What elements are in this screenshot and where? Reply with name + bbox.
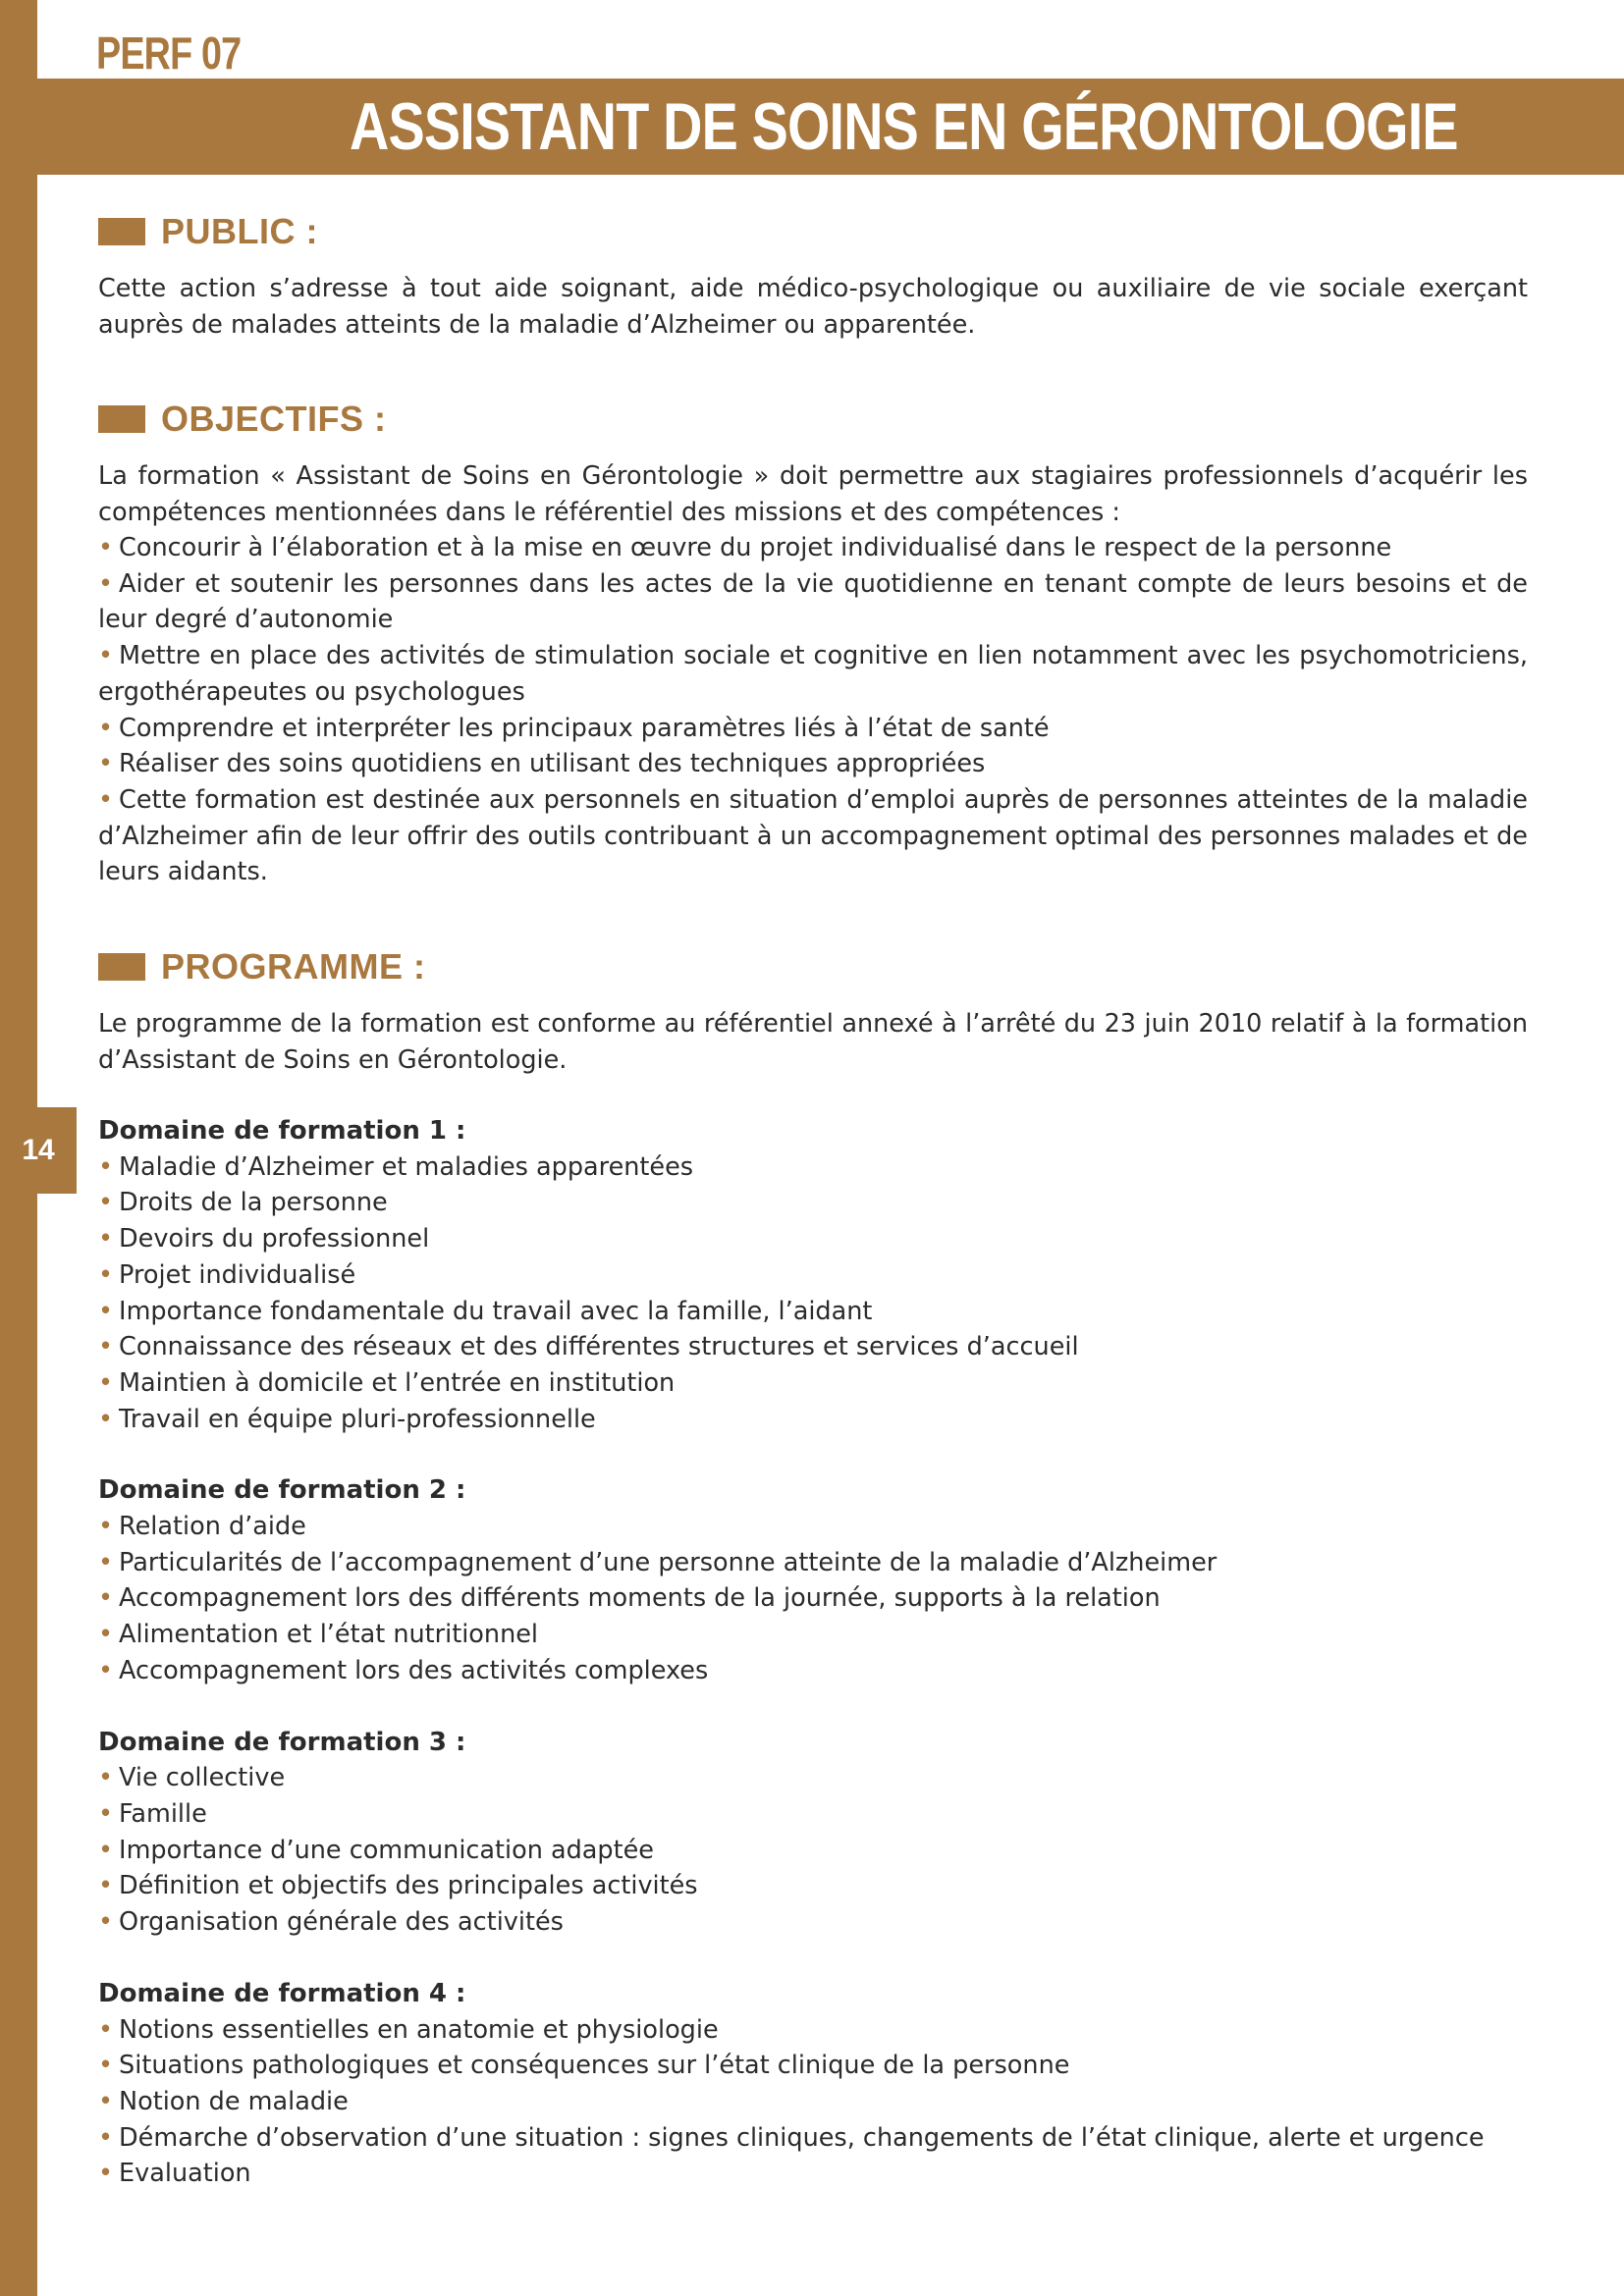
list-item: • Comprendre et interpréter les principaux paramètres liés à l’état de santé [98,713,1050,743]
programme-heading [98,939,1528,994]
domain-title: Domaine de formation 3 : [98,1727,466,1757]
list-item: • Situations pathologiques et conséquences sur l’état clinique de la personne [98,2051,1070,2081]
bullet-icon: • [98,2014,114,2045]
bullet-icon: • [98,1224,114,1255]
bullet-icon: • [98,568,114,599]
list-item: • Maladie d’Alzheimer et maladies apparentées [98,1151,694,1182]
bullet-icon: • [98,749,114,779]
bullet-icon: • [98,784,114,815]
programme-heading-label: PROGRAMME : [161,946,426,988]
list-item: • Importance fondamentale du travail avec la famille, l’aidant [98,1296,873,1326]
bullet-icon: • [98,1151,114,1182]
list-item: • Cette formation est destinée aux personnels en situation d’emploi auprès de personnes atteintes de la maladie d’Alzheimer afin de leur offrir des outils contribuant à un accompagnement optimal des personnes malades et de leurs aidants. [98,784,1528,887]
objectifs-section [98,392,1528,890]
bullet-icon: • [98,1547,114,1577]
heading-marker [98,953,145,981]
bullet-icon: • [98,1871,114,1901]
list-item: • Aider et soutenir les personnes dans les actes de la vie quotidienne en tenant compte de leurs besoins et de leur degré d’autonomie [98,568,1528,635]
domain-list [98,1760,1528,1941]
domain-1 [98,1113,1528,1437]
list-item: • Relation d’aide [98,1512,306,1542]
list-item: • Notions essentielles en anatomie et physiologie [98,2014,719,2045]
objectifs-heading-label: OBJECTIFS : [161,399,387,439]
domain-4 [98,1976,1528,2192]
domain-list [98,1149,1528,1438]
heading-marker [98,405,145,433]
list-item: • Connaissance des réseaux et des différentes structures et services d’accueil [98,1332,1079,1362]
bullet-icon: • [98,1259,114,1290]
programme-section [98,939,1528,2192]
bullet-icon: • [98,713,114,743]
course-code: PERF 07 [96,27,242,79]
bullet-icon: • [98,1332,114,1362]
content [98,204,1528,2241]
bullet-icon: • [98,1655,114,1685]
bullet-icon: • [98,1512,114,1542]
page-title: ASSISTANT DE SOINS EN GÉRONTOLOGIE [350,89,1458,164]
bullet-icon: • [98,1798,114,1829]
domain-3 [98,1725,1528,1941]
list-item: • Droits de la personne [98,1188,388,1218]
bullet-icon: • [98,1763,114,1793]
list-item: • Accompagnement lors des activités complexes [98,1655,709,1685]
public-heading-label: PUBLIC : [161,211,318,251]
list-item: • Particularités de l’accompagnement d’une personne atteinte de la maladie d’Alzheimer [98,1547,1218,1577]
bullet-icon: • [98,1188,114,1218]
list-item: • Devoirs du professionnel [98,1224,430,1255]
bullet-icon: • [98,2051,114,2081]
list-item: • Importance d’une communication adaptée [98,1835,654,1865]
bullet-icon: • [98,1620,114,1650]
list-item: • Réaliser des soins quotidiens en utilisant des techniques appropriées [98,749,986,779]
bullet-icon: • [98,533,114,562]
bullet-icon: • [98,1583,114,1614]
domain-title: Domaine de formation 1 : [98,1116,466,1147]
list-item: • Vie collective [98,1763,286,1793]
list-item: • Concourir à l’élaboration et à la mise en œuvre du projet individualisé dans le respect de la personne [98,533,1392,562]
public-text: Cette action s’adresse à tout aide soignant, aide médico-psychologique ou auxiliaire de vie sociale exerçant auprès de malades atteints de la maladie d’Alzheimer ou apparentée. [98,274,1528,340]
public-section [98,204,1528,343]
domain-title: Domaine de formation 2 : [98,1475,466,1506]
objectifs-heading [98,392,1528,447]
list-item: • Projet individualisé [98,1259,356,1290]
bullet-icon: • [98,2122,114,2153]
list-item: • Démarche d’observation d’une situation : signes cliniques, changements de l’état clinique, alerte et urgence [98,2122,1485,2153]
list-item: • Maintien à domicile et l’entrée en institution [98,1367,676,1398]
bullet-icon: • [98,641,114,671]
bullet-icon: • [98,2086,114,2116]
page-number: 14 [0,1107,77,1194]
list-item: • Evaluation [98,2159,251,2189]
list-item: • Notion de maladie [98,2086,349,2116]
list-item: • Définition et objectifs des principales activités [98,1871,698,1901]
bullet-icon: • [98,1296,114,1326]
bullet-icon: • [98,1404,114,1434]
list-item: • Famille [98,1798,207,1829]
bullet-icon: • [98,2159,114,2189]
programme-intro: Le programme de la formation est conforme au référentiel annexé à l’arrêté du 23 juin 2010 relatif à la formation d’Assistant de Soins en Gérontologie. [98,1009,1528,1075]
list-item: • Travail en équipe pluri-professionnelle [98,1404,596,1434]
domain-title: Domaine de formation 4 : [98,1978,466,2008]
objectifs-intro: La formation « Assistant de Soins en Gérontologie » doit permettre aux stagiaires professionnels d’acquérir les compétences mentionnées dans le référentiel des missions et des compétences : [98,461,1528,527]
objectifs-list [98,530,1528,890]
heading-marker [98,218,145,245]
public-heading [98,204,1528,259]
bullet-icon: • [98,1907,114,1938]
list-item: • Accompagnement lors des différents moments de la journée, supports à la relation [98,1583,1161,1614]
list-item: • Mettre en place des activités de stimulation sociale et cognitive en lien notamment avec les psychomotriciens, ergothérapeutes ou psychologues [98,641,1528,707]
domain-2 [98,1472,1528,1688]
domain-list [98,1509,1528,1689]
list-item: • Organisation générale des activités [98,1907,564,1938]
domain-list [98,2012,1528,2193]
list-item: • Alimentation et l’état nutritionnel [98,1620,538,1650]
bullet-icon: • [98,1835,114,1865]
bullet-icon: • [98,1367,114,1398]
